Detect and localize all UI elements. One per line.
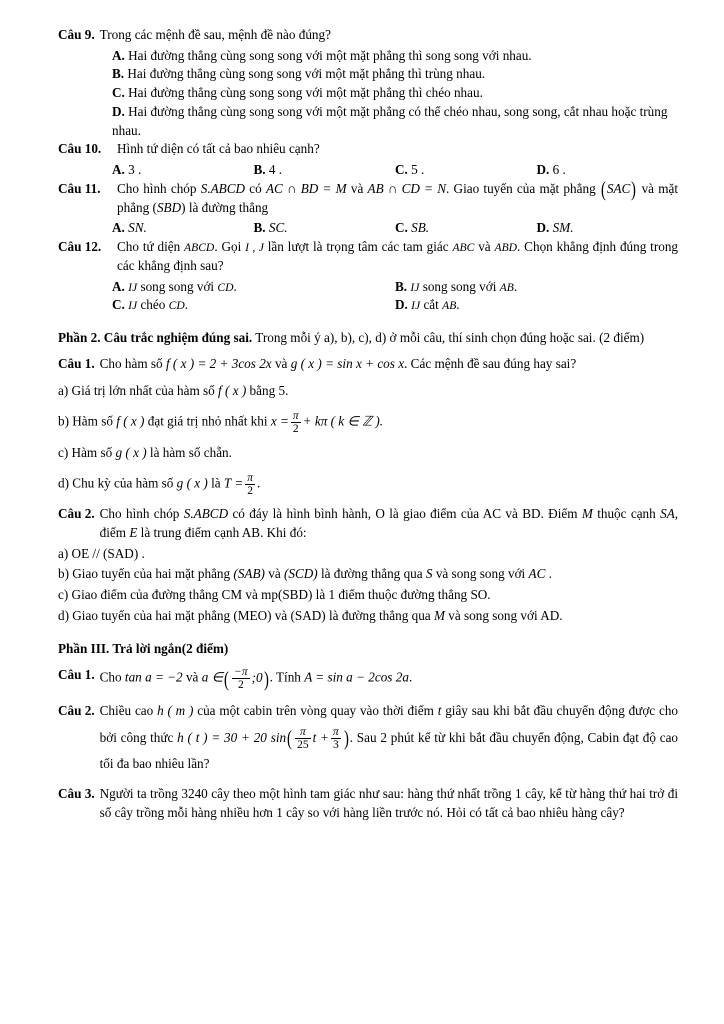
part2-q1-item-c (58, 444, 678, 463)
item-part: d) Chu kỳ của hàm số (58, 475, 174, 491)
part3-question-1 (58, 666, 678, 691)
option-obj: IJ (128, 280, 138, 294)
stem-point-m: M (581, 506, 593, 522)
stem-part: . Chọn khẳng định đúng trong các khẳng định sau? (117, 239, 679, 273)
fraction-denominator: 25 (297, 739, 309, 752)
question-10-label: Câu 10. (58, 141, 102, 157)
fraction-numerator: π (299, 726, 306, 739)
item-part: là hàm số chẵn. (149, 445, 232, 461)
option-text: SC. (268, 220, 288, 236)
option-obj: IJ (411, 299, 421, 313)
part2-question-2-stem (100, 505, 678, 542)
item-end: . (256, 475, 261, 491)
part3-question-2-stem: Chiều cao h ( m ) của một cabin trên vòng quay vào thời điểm t giây sau khi bắt đầu chuyển động được cho bởi công thức h ( t ) = 30 + 20 sin( $\frac{\pi}{25}$ t + $\frac{\pi}{3}$ ). Sau 2 phút kể từ khi bắt đầu chuyển động, Cabin đạt độ cao tối đa bao nhiêu lần? (99, 703, 679, 772)
question-10 (58, 140, 678, 159)
part2-q1-item-b (58, 410, 678, 435)
stem-ij: I , J (245, 241, 264, 255)
item-part: là đường thẳng qua (320, 566, 423, 582)
part2-question-1-stem (100, 355, 678, 374)
option-text: 4 . (268, 162, 283, 178)
question-10-option-d (537, 161, 679, 180)
stem-eq-2: AB ∩ CD = N (367, 180, 447, 196)
plane-sab: (SAB) (233, 566, 265, 582)
option-key: C. (112, 85, 125, 101)
option-text: song song với (422, 278, 497, 294)
stem-part: Cho hình chóp (99, 506, 180, 522)
stem-part: . Tính (269, 669, 301, 685)
item-eq-lhs: T = (223, 475, 244, 491)
fraction-denominator: 3 (331, 738, 341, 751)
stem-part: và (350, 180, 364, 196)
question-10-options (112, 161, 678, 180)
fraction-pi-over-3 (331, 726, 341, 751)
fraction-denominator: 2 (232, 678, 250, 691)
part3-question-2-label: Câu 2. (58, 703, 95, 719)
option-text: 5 . (411, 162, 425, 178)
part2-q2-item-c: c) Giao điểm của đường thẳng CM và mp(SBD) là 1 điểm thuộc đường thẳng SO. (58, 587, 491, 603)
question-11-option-a (112, 219, 254, 238)
question-12-option-a (112, 278, 395, 297)
item-f: f ( x ) (218, 383, 247, 399)
item-part: bằng 5. (249, 383, 289, 399)
option-key: A. (112, 47, 125, 63)
question-10-option-a (112, 161, 254, 180)
item-g: g ( x ) (115, 445, 147, 461)
stem-part: Cho (99, 669, 122, 685)
item-part: d) Giao tuyến của hai mặt phẳng (MEO) và (SAD) là đường thẳng qua (58, 607, 431, 623)
stem-part: . Giao tuyến của mặt phẳng (446, 180, 596, 196)
stem-f: f ( x ) = 2 + 3cos 2x (165, 355, 272, 371)
stem-part: lần lượt là trọng tâm các tam giác (267, 239, 449, 255)
plane-scd: (SCD) (283, 566, 318, 582)
stem-part: giây sau khi bắt đầu chuyển động được cho bởi công thức (99, 703, 679, 745)
part2-question-2-label: Câu 2. (58, 506, 95, 522)
part2-q2-item-a: a) OE // (SAD) . (58, 545, 145, 561)
part2-q2-item-b (58, 565, 678, 584)
question-12 (58, 238, 678, 275)
question-10-stem: Hình tứ diện có tất cả bao nhiêu cạnh? (117, 141, 320, 157)
fraction-pi-over-2 (245, 472, 255, 497)
question-9-option-b (112, 65, 678, 84)
option-key: C. (112, 297, 125, 313)
part2-question-1-label: Câu 1. (58, 355, 95, 371)
option-text: chéo (140, 297, 166, 313)
stem-part: , điểm (99, 506, 679, 540)
question-10-option-c (395, 161, 537, 180)
fraction-pi-over-2 (291, 410, 301, 435)
question-12-label: Câu 12. (58, 239, 102, 255)
stem-a-in: a ∈ (201, 669, 224, 685)
stem-sabcd: S.ABCD (200, 180, 246, 196)
formula-lhs: h ( t ) = 30 + 20 sin (177, 729, 287, 745)
part2-q1-item-a (58, 382, 678, 401)
option-text: Hai đường thẳng cùng song song với một mặt phẳng có thể chéo nhau, song song, cắt nhau hoặc trùng nhau. (112, 103, 668, 138)
part3-question-2 (58, 698, 678, 777)
option-text: SN. (128, 220, 147, 236)
stem-part: . Các mệnh đề sau đúng hay sai? (404, 355, 577, 371)
stem-sabcd: S.ABCD (183, 506, 229, 522)
option-text: SM. (552, 220, 574, 236)
option-obj-2: CD (217, 280, 234, 294)
question-12-options-row-1 (112, 278, 678, 297)
question-11-option-c (395, 219, 537, 238)
item-eq-rhs: + kπ ( k ∈ ℤ ). (302, 413, 384, 429)
formula-mid: t + (312, 729, 329, 745)
question-9-option-a (112, 47, 678, 66)
question-11-stem: Cho hình chóp S.ABCD có AC ∩ BD = M và AB ∩ CD = N. Giao tuyến của mặt phẳng (SAC) và mặt phẳng (SBD) là đường thẳng (117, 177, 678, 215)
stem-part: Chiều cao (99, 703, 154, 719)
stem-part: . Sau 2 phút kể từ khi bắt đầu chuyển động, Cabin đạt độ cao tối đa bao nhiêu lần? (99, 729, 679, 772)
fraction-numerator: −π (234, 666, 248, 679)
item-part: a) Giá trị lớn nhất của hàm số (58, 383, 215, 399)
option-end: . (513, 278, 518, 294)
option-text: 6 . (552, 162, 566, 178)
stem-abd: ABD (494, 241, 518, 255)
option-obj: IJ (128, 299, 138, 313)
fraction-denominator: 2 (245, 484, 255, 497)
option-key: B. (253, 220, 266, 236)
option-key: B. (253, 162, 266, 178)
fraction-neg-pi-over-2 (232, 666, 250, 691)
option-text: SB. (411, 220, 430, 236)
option-key: A. (112, 220, 125, 236)
question-11-label: Câu 11. (58, 180, 101, 196)
option-key: A. (112, 162, 125, 178)
option-text: Hai đường thẳng cùng song song với một mặt phẳng thì song song với nhau. (128, 47, 532, 63)
part2-q1-item-d (58, 472, 678, 497)
item-g: g ( x ) (176, 475, 208, 491)
question-12-option-d (395, 296, 678, 315)
item-part: là (211, 475, 221, 491)
part-2-heading-bold: Phần 2. Câu trắc nghiệm đúng sai. (58, 330, 253, 346)
option-text: Hai đường thẳng cùng song song với một mặt phẳng thì chéo nhau. (128, 85, 483, 101)
item-part: b) Hàm số (58, 413, 113, 429)
stem-plane-2: SBD (156, 199, 182, 215)
option-obj-2: AB (442, 299, 457, 313)
stem-plane-1: SAC (606, 180, 631, 196)
option-key: B. (112, 66, 125, 82)
item-part: và song song với (435, 566, 526, 582)
stem-tan: tan a = −2 (124, 669, 183, 685)
option-text: Hai đường thẳng cùng song song với một mặt phẳng thì trùng nhau. (127, 66, 486, 82)
question-12-option-c (112, 296, 395, 315)
stem-point-e: E (129, 524, 138, 540)
part3-question-1-label: Câu 1. (58, 667, 95, 683)
option-key: D. (112, 103, 125, 119)
part2-q2-item-d (58, 607, 678, 626)
option-key: C. (395, 220, 408, 236)
question-9-label: Câu 9. (58, 27, 95, 42)
question-11-options (112, 219, 678, 238)
fraction-denominator: 2 (291, 422, 301, 435)
stem-part: thuộc cạnh (597, 506, 656, 522)
question-9 (58, 26, 678, 45)
stem-part: có (249, 180, 262, 196)
question-11-option-d (537, 219, 679, 238)
stem-h-m: h ( m ) (157, 703, 194, 719)
option-key: D. (536, 162, 550, 178)
part3-question-1-stem: Cho tan a = −2 và a ∈( $\frac{-\pi}{2}$ ;0). Tính A = sin a − 2cos 2a. (99, 666, 413, 692)
option-key: C. (395, 162, 408, 178)
question-12-option-b (395, 278, 678, 297)
stem-part: có đáy là hình bình hành, O là giao điểm của AC và BD. Điểm (232, 506, 578, 522)
part2-question-1 (58, 355, 678, 374)
part3-question-3-label: Câu 3. (58, 785, 95, 801)
stem-part: và mặt phẳng (117, 180, 678, 215)
item-end: . (548, 566, 552, 582)
fraction-pi-over-25 (295, 726, 311, 751)
point-m: M (433, 607, 445, 623)
option-text: song song với (140, 278, 215, 294)
stem-edge-sa: SA (660, 506, 675, 522)
part-2-heading-rest: Trong mỗi ý a), b), c), d) ở mỗi câu, thí sinh chọn đúng hoặc sai. (2 điểm) (255, 330, 645, 346)
stem-part: là trung điểm cạnh AB. Khi đó: (140, 524, 307, 540)
question-12-options-row-2 (112, 296, 678, 315)
stem-part: Cho hàm số (99, 355, 163, 371)
option-text: 3 . (128, 162, 142, 178)
part2-question-2 (58, 505, 678, 542)
stem-abcd: ABCD (184, 241, 215, 255)
option-obj-2: AB (499, 280, 514, 294)
stem-end: . (408, 669, 413, 685)
option-obj-2: CD (168, 299, 185, 313)
question-10-option-b (254, 161, 396, 180)
question-11-option-b (254, 219, 396, 238)
stem-t: t (437, 703, 442, 719)
part-2-heading (58, 329, 678, 348)
part3-question-3-text: Người ta trồng 3240 cây theo một hình tam giác như sau: hàng thứ nhất trồng 1 cây, kể từ hàng thứ hai trở đi số cây trồng mỗi hàng nhiều hơn 1 cây so với hàng liền trước nó. Hỏi có tất cả bao nhiêu hàng cây? (99, 785, 678, 820)
option-key: D. (395, 297, 408, 313)
item-f: f ( x ) (116, 413, 145, 429)
stem-part: của một cabin trên vòng quay vào thời điểm (197, 703, 434, 719)
option-key: A. (112, 278, 125, 294)
stem-g: g ( x ) = sin x + cos x (290, 355, 405, 371)
stem-part: và (185, 669, 199, 685)
line-ac: AC (528, 566, 546, 582)
option-key: B. (395, 278, 408, 294)
point-s: S (425, 566, 433, 582)
option-end: . (456, 297, 460, 313)
item-part: đạt giá trị nhỏ nhất khi (147, 413, 268, 429)
stem-eq-1: AC ∩ BD = M (265, 180, 347, 196)
option-end: . (233, 278, 237, 294)
question-9-option-c (112, 84, 678, 103)
option-obj: IJ (410, 280, 420, 294)
item-part: b) Giao tuyến của hai mặt phẳng (58, 566, 231, 582)
question-9-option-d (112, 103, 678, 140)
stem-part: . Gọi (214, 239, 242, 255)
fraction-numerator: π (247, 472, 253, 485)
stem-part: là đường thẳng (188, 199, 269, 215)
option-text: cắt (423, 297, 439, 313)
question-12-stem (117, 238, 678, 275)
question-9-stem: Trong các mệnh đề sau, mệnh đề nào đúng? (99, 27, 331, 42)
stem-part: Cho hình chóp (117, 180, 197, 196)
item-eq-lhs: x = (270, 413, 289, 429)
stem-part: và (274, 355, 288, 371)
question-11 (58, 177, 678, 217)
stem-expr-a: A = sin a − 2cos 2a (304, 669, 409, 685)
fraction-numerator: π (332, 726, 339, 739)
item-part: và song song với AD. (448, 607, 563, 623)
fraction-numerator: π (292, 410, 299, 423)
interval-rest: ;0 (251, 669, 263, 685)
stem-part: Cho tứ diện (117, 239, 181, 255)
part3-question-3 (58, 785, 678, 822)
option-key: D. (536, 220, 550, 236)
stem-abc: ABC (452, 241, 475, 255)
part-3-heading: Phần III. Trả lời ngắn(2 điểm) (58, 640, 229, 656)
stem-part: và (478, 239, 491, 255)
item-part: c) Hàm số (58, 445, 113, 461)
option-end: . (184, 297, 189, 313)
item-part: và (268, 566, 281, 582)
